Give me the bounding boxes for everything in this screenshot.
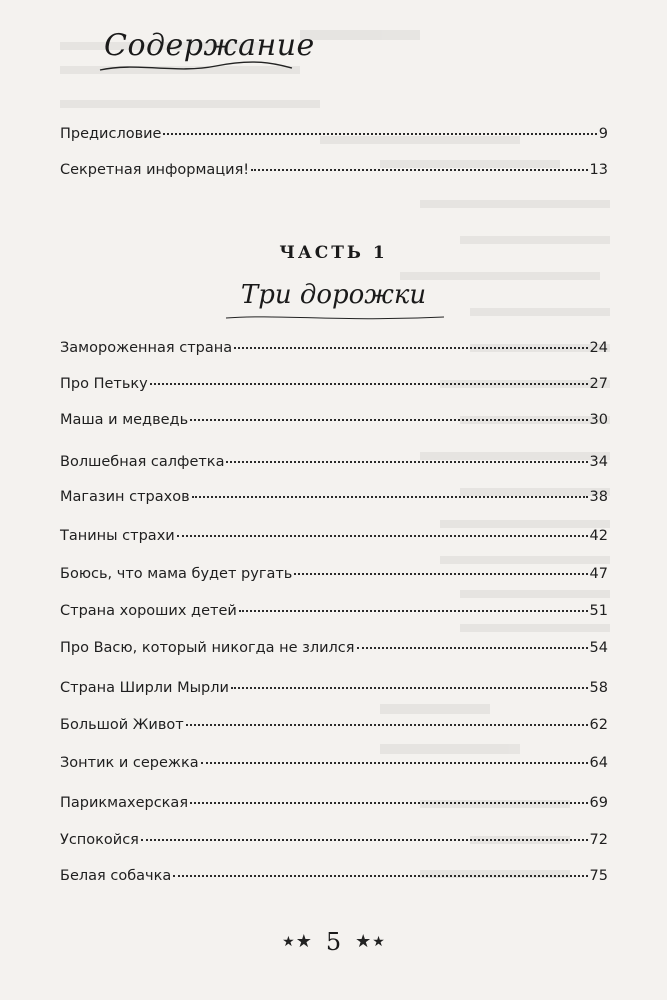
toc-item-preface[interactable]	[60, 126, 608, 148]
dot-leader	[150, 382, 588, 385]
toc-item[interactable]	[60, 412, 608, 434]
toc-item-title: Маша и медведь	[60, 412, 189, 428]
toc-item-title: Страна хороших детей	[60, 603, 237, 619]
dot-leader	[163, 132, 596, 135]
star-icon: ★	[355, 931, 372, 952]
dot-leader	[294, 572, 587, 575]
toc-item-page: 9	[598, 126, 608, 142]
stars-left	[282, 933, 312, 951]
toc-item-page: 38	[589, 489, 608, 505]
toc-item-title: Танины страхи	[60, 528, 175, 544]
page-number: 5	[325, 928, 342, 956]
toc-item-page: 24	[589, 340, 608, 356]
star-icon: ★	[282, 934, 295, 950]
toc-item-title: Белая собачка	[60, 868, 172, 884]
dot-leader	[357, 646, 588, 649]
toc-item-title: Секретная информация!	[60, 162, 250, 178]
toc-item-page: 72	[589, 832, 608, 848]
dot-leader	[190, 801, 588, 804]
title-flourish-icon	[96, 58, 296, 78]
toc-item[interactable]	[60, 376, 608, 398]
dot-leader	[177, 534, 588, 537]
dot-leader	[226, 460, 587, 463]
toc-item-title: Волшебная салфетка	[60, 454, 225, 470]
stars-right	[355, 933, 385, 951]
toc-item-title: Большой Живот	[60, 717, 184, 733]
toc-item-page: 42	[589, 528, 608, 544]
toc-item[interactable]	[60, 640, 608, 662]
toc-item-title: Магазин страхов	[60, 489, 190, 505]
toc-item-title: Замороженная страна	[60, 340, 233, 356]
dot-leader	[186, 723, 588, 726]
part-title-flourish-icon	[220, 312, 450, 324]
toc-item[interactable]	[60, 832, 608, 854]
toc-item-page: 54	[589, 640, 608, 656]
dot-leader	[141, 838, 588, 841]
toc-item-page: 30	[589, 412, 608, 428]
part-label: ЧАСТЬ 1	[279, 243, 388, 263]
toc-item-title: Боюсь, что мама будет ругать	[60, 566, 293, 582]
page-footer	[0, 928, 667, 956]
toc-item[interactable]	[60, 868, 608, 890]
dot-leader	[201, 761, 588, 764]
dot-leader	[251, 168, 587, 171]
toc-item[interactable]	[60, 489, 608, 511]
toc-item[interactable]	[60, 795, 608, 817]
toc-item-page: 34	[589, 454, 608, 470]
toc-item-page: 27	[589, 376, 608, 392]
toc-item[interactable]	[60, 755, 608, 777]
toc-item[interactable]	[60, 680, 608, 702]
toc-item-page: 47	[589, 566, 608, 582]
toc-item[interactable]	[60, 566, 608, 588]
toc-item-title: Про Петьку	[60, 376, 148, 392]
toc-item-title: Страна Ширли Мырли	[60, 680, 229, 696]
dot-leader	[192, 495, 588, 498]
toc-item-title: Предисловие	[60, 126, 162, 142]
dot-leader	[190, 418, 587, 421]
toc-item-title: Успокойся	[60, 832, 139, 848]
toc-item[interactable]	[60, 454, 608, 476]
toc-item-title: Парикмахерская	[60, 795, 189, 811]
page-title: Содержание	[104, 28, 315, 63]
toc-item-page: 58	[589, 680, 608, 696]
toc-item-title: Про Васю, который никогда не злился	[60, 640, 355, 656]
toc-item-page: 62	[589, 717, 608, 733]
toc-item-page: 51	[589, 603, 608, 619]
toc-item-title: Зонтик и сережка	[60, 755, 199, 771]
dot-leader	[173, 874, 587, 877]
dot-leader	[231, 686, 588, 689]
dot-leader	[239, 609, 588, 612]
toc-item[interactable]	[60, 717, 608, 739]
part-title: Три дорожки	[240, 280, 427, 310]
toc-item-page: 69	[589, 795, 608, 811]
toc-item[interactable]	[60, 603, 608, 625]
star-icon: ★	[295, 931, 312, 952]
dot-leader	[234, 346, 587, 349]
toc-item-page: 75	[589, 868, 608, 884]
star-icon: ★	[372, 934, 385, 950]
toc-item-page: 13	[589, 162, 608, 178]
toc-item-page: 64	[589, 755, 608, 771]
toc-item[interactable]	[60, 340, 608, 362]
toc-item-secret-info[interactable]	[60, 162, 608, 184]
toc-item[interactable]	[60, 528, 608, 550]
